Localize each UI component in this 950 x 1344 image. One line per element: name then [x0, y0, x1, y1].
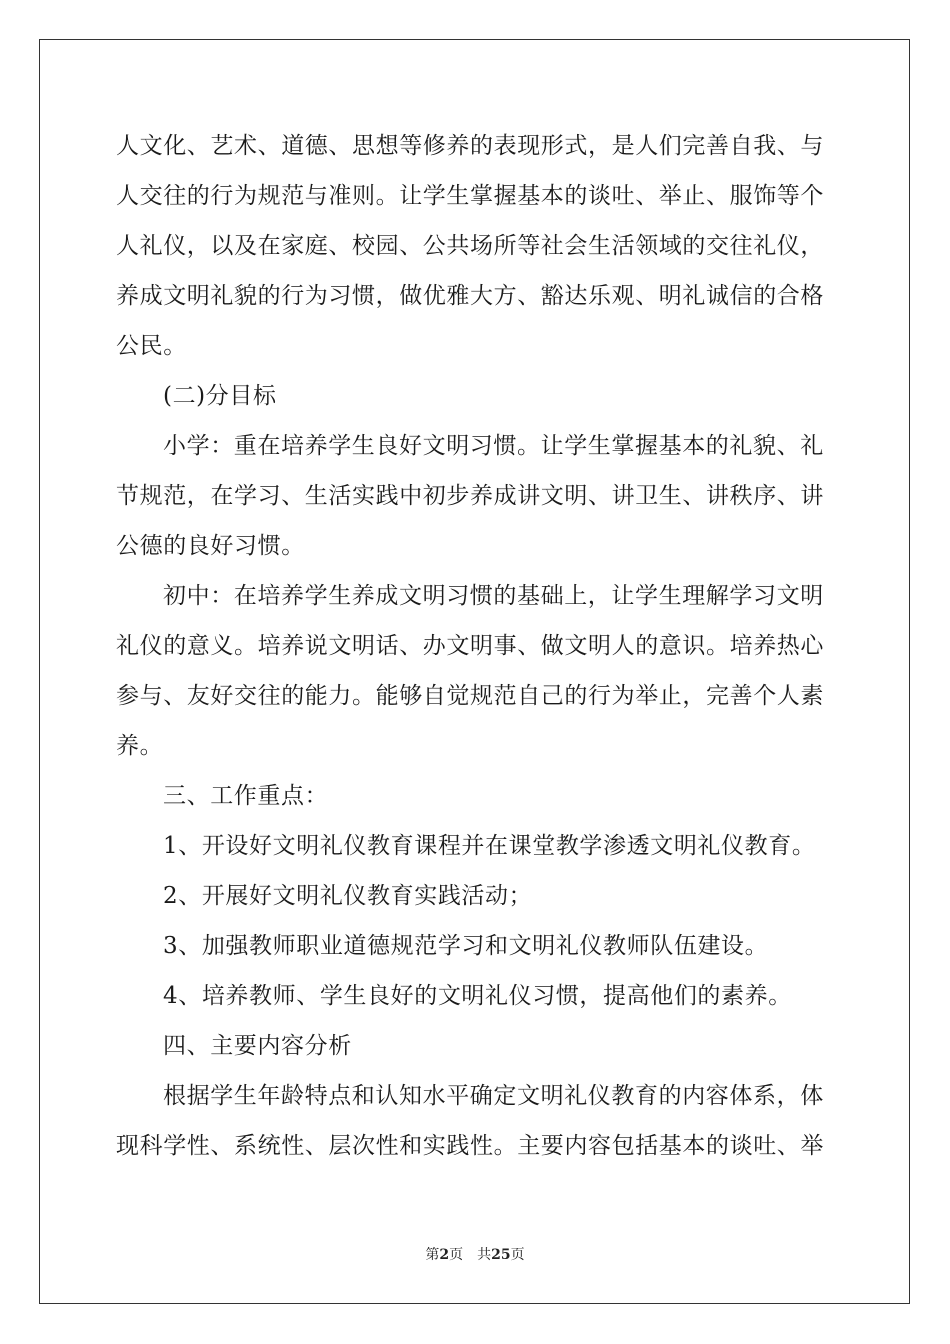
text-line: 公德的良好习惯。 — [116, 533, 305, 559]
page-suffix: 页 — [449, 1247, 464, 1263]
section-heading: 三、工作重点： — [163, 783, 329, 809]
text-line: 现科学性、系统性、层次性和实践性。主要内容包括基本的谈吐、举 — [116, 1133, 824, 1159]
list-item: 4、培养教师、学生良好的文明礼仪习惯，提高他们的素养。 — [163, 983, 792, 1009]
list-item: 3、加强教师职业道德规范学习和文明礼仪教师队伍建设。 — [163, 933, 769, 959]
text-line: 人文化、艺术、道德、思想等修养的表现形式，是人们完善自我、与 — [116, 133, 824, 159]
text-line: 公民。 — [116, 333, 187, 359]
total-suffix: 页 — [510, 1247, 525, 1263]
text-line: 初中：在培养学生养成文明习惯的基础上，让学生理解学习文明 — [163, 583, 824, 609]
text-line: 人礼仪，以及在家庭、校园、公共场所等社会生活领域的交往礼仪， — [116, 233, 824, 259]
page-prefix: 第 — [425, 1247, 440, 1263]
total-pages: 25 — [491, 1247, 511, 1263]
list-item: 1、开设好文明礼仪教育课程并在课堂教学渗透文明礼仪教育。 — [163, 833, 816, 859]
text-line: 礼仪的意义。培养说文明话、办文明事、做文明人的意识。培养热心 — [116, 633, 824, 659]
text-line: 养。 — [116, 733, 164, 759]
page-footer — [0, 1245, 950, 1265]
total-prefix: 共 — [477, 1247, 492, 1263]
text-line: 小学：重在培养学生良好文明习惯。让学生掌握基本的礼貌、礼 — [163, 433, 824, 459]
page-number: 2 — [439, 1247, 450, 1263]
text-line: 根据学生年龄特点和认知水平确定文明礼仪教育的内容体系，体 — [163, 1083, 824, 1109]
text-line: 养成文明礼貌的行为习惯，做优雅大方、豁达乐观、明礼诚信的合格 — [116, 283, 824, 309]
text-line: 参与、友好交往的能力。能够自觉规范自己的行为举止，完善个人素 — [116, 683, 824, 709]
text-line: 人交往的行为规范与准则。让学生掌握基本的谈吐、举止、服饰等个 — [116, 183, 824, 209]
list-item: 2、开展好文明礼仪教育实践活动； — [163, 883, 533, 909]
text-line: 节规范，在学习、生活实践中初步养成讲文明、讲卫生、讲秩序、讲 — [116, 483, 824, 509]
section-heading: (二)分目标 — [163, 383, 277, 409]
section-heading: 四、主要内容分析 — [163, 1033, 352, 1059]
